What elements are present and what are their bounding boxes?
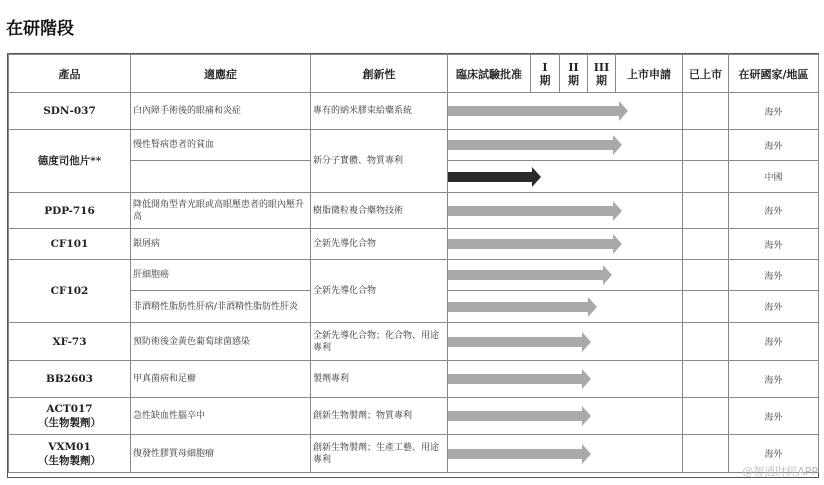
indication-cell: 慢性腎病患者的貧血 (131, 130, 311, 161)
product-name: SDN-037 (9, 93, 131, 130)
product-name: BB2603 (9, 361, 131, 398)
launched-cell (683, 130, 729, 161)
indication-cell: 肝細胞癌 (131, 260, 311, 291)
region-cell: 中國 (729, 161, 819, 193)
indication-cell: 急性缺血性腦卒中 (131, 398, 311, 435)
header-clinical-approval: 臨床試驗批准 (448, 55, 531, 93)
table-row (9, 193, 819, 229)
pipeline-table-frame (7, 53, 819, 478)
table-row (9, 435, 819, 473)
progress-cell (448, 229, 683, 260)
indication-cell: 銀屑病 (131, 229, 311, 260)
header-nda: 上市申請 (616, 55, 683, 93)
region-cell: 海外 (729, 93, 819, 130)
pipeline-table (8, 54, 819, 473)
launched-cell (683, 435, 729, 473)
innovation-cell: 樹脂微粒複合藥物技術 (311, 193, 448, 229)
innovation-cell: 全新先導化合物 (311, 260, 448, 323)
region-cell: 海外 (729, 193, 819, 229)
progress-cell (448, 93, 683, 130)
launched-cell (683, 291, 729, 323)
indication-cell: 非酒精性脂肪性肝病/非酒精性脂肪性肝炎 (131, 291, 311, 323)
header-innovation: 創新性 (311, 55, 448, 93)
indication-cell (131, 161, 311, 193)
product-name: ACT017 （生物製劑） (9, 398, 131, 435)
innovation-cell: 全新先導化合物；化合物、用途專利 (311, 323, 448, 361)
watermark: @智通財經APP (742, 465, 818, 478)
product-name: 德度司他片** (9, 130, 131, 193)
progress-cell (448, 161, 683, 193)
product-name: XF-73 (9, 323, 131, 361)
region-cell: 海外 (729, 435, 819, 473)
innovation-cell: 專有的納米膠束給藥系統 (311, 93, 448, 130)
table-row (9, 323, 819, 361)
region-cell: 海外 (729, 361, 819, 398)
header-phase-1: I 期 (531, 55, 560, 93)
innovation-cell: 創新生物製劑；生產工藝、用途專利 (311, 435, 448, 473)
launched-cell (683, 398, 729, 435)
progress-cell (448, 130, 683, 161)
region-cell: 海外 (729, 398, 819, 435)
progress-cell (448, 193, 683, 229)
product-name: CF101 (9, 229, 131, 260)
table-row (9, 398, 819, 435)
launched-cell (683, 260, 729, 291)
table-row (9, 130, 819, 161)
region-cell: 海外 (729, 260, 819, 291)
innovation-cell: 創新生物製劑；物質專利 (311, 398, 448, 435)
product-name: VXM01 （生物製劑） (9, 435, 131, 473)
indication-cell: 復發性膠質母細胞瘤 (131, 435, 311, 473)
region-cell: 海外 (729, 291, 819, 323)
table-row (9, 229, 819, 260)
innovation-cell: 全新先導化合物 (311, 229, 448, 260)
launched-cell (683, 229, 729, 260)
launched-cell (683, 323, 729, 361)
indication-cell: 降低開角型青光眼或高眼壓患者的眼內壓升高 (131, 193, 311, 229)
progress-cell (448, 398, 683, 435)
region-cell: 海外 (729, 323, 819, 361)
progress-cell (448, 260, 683, 291)
region-cell: 海外 (729, 130, 819, 161)
product-name: CF102 (9, 260, 131, 323)
progress-cell (448, 361, 683, 398)
launched-cell (683, 193, 729, 229)
header-phase-3: III 期 (588, 55, 616, 93)
table-row (9, 361, 819, 398)
header-product: 產品 (9, 55, 131, 93)
progress-cell (448, 323, 683, 361)
product-name: PDP-716 (9, 193, 131, 229)
region-cell: 海外 (729, 229, 819, 260)
launched-cell (683, 361, 729, 398)
header-phase-2: II 期 (560, 55, 588, 93)
launched-cell (683, 93, 729, 130)
indication-cell: 白內障手術後的眼痛和炎症 (131, 93, 311, 130)
table-row (9, 93, 819, 130)
progress-cell (448, 435, 683, 473)
header-region: 在研國家/地區 (729, 55, 819, 93)
pipeline-body (9, 93, 819, 473)
table-row (9, 260, 819, 291)
indication-cell: 預防術後金黃色葡萄球菌感染 (131, 323, 311, 361)
launched-cell (683, 161, 729, 193)
header-row (9, 55, 819, 93)
header-indication: 適應症 (131, 55, 311, 93)
progress-cell (448, 291, 683, 323)
indication-cell: 甲真菌病和足癬 (131, 361, 311, 398)
header-launched: 已上市 (683, 55, 729, 93)
innovation-cell: 製劑專利 (311, 361, 448, 398)
innovation-cell: 新分子實體、物質專利 (311, 130, 448, 193)
page-title: 在研階段 (6, 19, 74, 39)
